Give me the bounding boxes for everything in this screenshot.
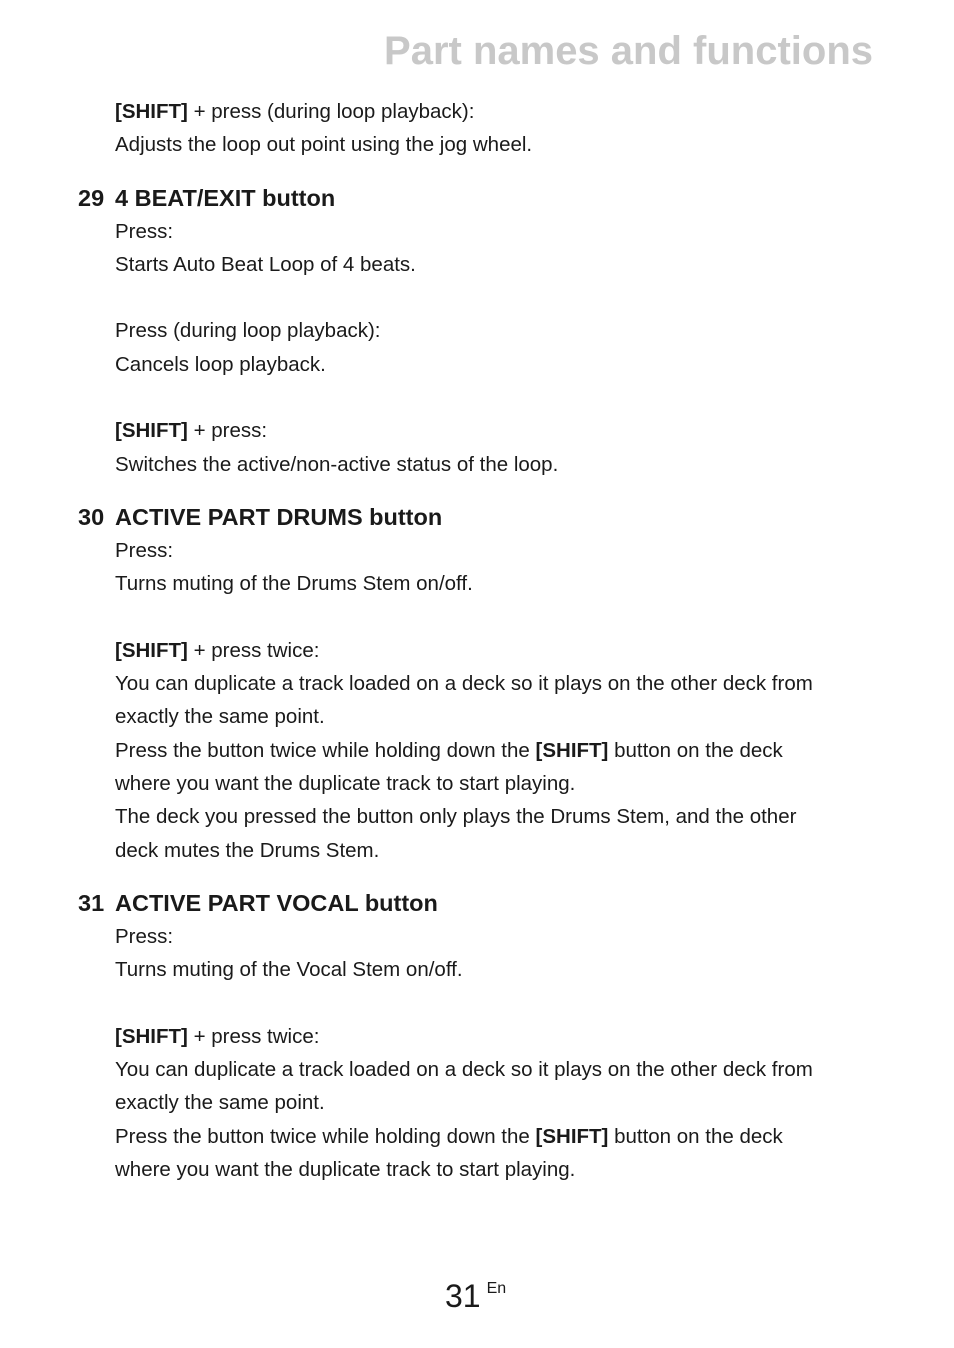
- shift-key-label: [SHIFT]: [115, 638, 188, 662]
- section-heading-31: [0, 887, 954, 920]
- s30-line-3-text: + press twice:: [187, 638, 320, 662]
- intro-line-1: [115, 95, 954, 128]
- s29-line-1: Press:: [115, 219, 174, 243]
- page-footer: [445, 1276, 506, 1316]
- s30-line-6-pre: Press the button twice while holding down the: [115, 738, 536, 762]
- spacer: [0, 601, 954, 634]
- spacer: [0, 987, 954, 1020]
- shift-key-label: [SHIFT]: [115, 1024, 188, 1048]
- s31-line-2: Turns muting of the Vocal Stem on/off.: [115, 958, 463, 982]
- s30-line-5: exactly the same point.: [115, 705, 325, 729]
- section-number: 31: [78, 889, 105, 916]
- section-heading-30: [0, 501, 954, 534]
- intro-line-2: Adjusts the loop out point using the jog wheel.: [115, 133, 533, 157]
- s30-line-4: You can duplicate a track loaded on a deck so it plays on the other deck from: [115, 672, 813, 696]
- s29-line-6: Switches the active/non-active status of the loop.: [115, 452, 559, 476]
- language-code: En: [486, 1280, 507, 1297]
- page-title: Part names and functions: [384, 29, 873, 73]
- s29-line-2: Starts Auto Beat Loop of 4 beats.: [115, 252, 416, 276]
- s29-line-5-text: + press:: [187, 419, 268, 443]
- shift-key-label: [SHIFT]: [535, 1124, 609, 1148]
- section-heading-29: [0, 182, 954, 215]
- s31-line-7: where you want the duplicate track to start playing.: [115, 1158, 576, 1182]
- s30-line-8: The deck you pressed the button only plays the Drums Stem, and the other: [115, 805, 797, 829]
- s30-line-7: where you want the duplicate track to start playing.: [115, 772, 576, 796]
- page-number: 31: [445, 1278, 481, 1314]
- intro-line-1-text: + press (during loop playback):: [187, 100, 475, 123]
- s30-line-9: deck mutes the Drums Stem.: [115, 838, 380, 862]
- s30-line-6: [115, 734, 954, 767]
- section-title: ACTIVE PART VOCAL button: [115, 889, 438, 916]
- section-title: 4 BEAT/EXIT button: [115, 184, 336, 211]
- shift-key-label: [SHIFT]: [115, 419, 188, 443]
- s30-line-3: [115, 634, 954, 667]
- s31-line-1: Press:: [115, 924, 174, 948]
- section-number: 29: [78, 184, 105, 211]
- s29-line-3: Press (during loop playback):: [115, 319, 381, 343]
- shift-key-label: [SHIFT]: [115, 100, 188, 123]
- s31-line-5: exactly the same point.: [115, 1091, 325, 1115]
- s30-line-2: Turns muting of the Drums Stem on/off.: [115, 572, 473, 596]
- s31-line-6-pre: Press the button twice while holding down the: [115, 1124, 536, 1148]
- s30-line-1: Press:: [115, 538, 174, 562]
- s31-line-4: You can duplicate a track loaded on a deck so it plays on the other deck from: [115, 1058, 813, 1082]
- s30-line-6-post: button on the deck: [608, 738, 783, 762]
- s29-line-4: Cancels loop playback.: [115, 352, 326, 376]
- section-number: 30: [78, 503, 105, 530]
- s31-line-6-post: button on the deck: [608, 1124, 783, 1148]
- s31-line-3: [115, 1020, 954, 1053]
- document-body: [0, 95, 954, 1186]
- spacer: [0, 281, 954, 314]
- s31-line-3-text: + press twice:: [187, 1024, 320, 1048]
- s29-line-5: [115, 414, 954, 447]
- s31-line-6: [115, 1120, 954, 1153]
- spacer: [0, 381, 954, 414]
- section-title: ACTIVE PART DRUMS button: [115, 503, 443, 530]
- shift-key-label: [SHIFT]: [535, 738, 609, 762]
